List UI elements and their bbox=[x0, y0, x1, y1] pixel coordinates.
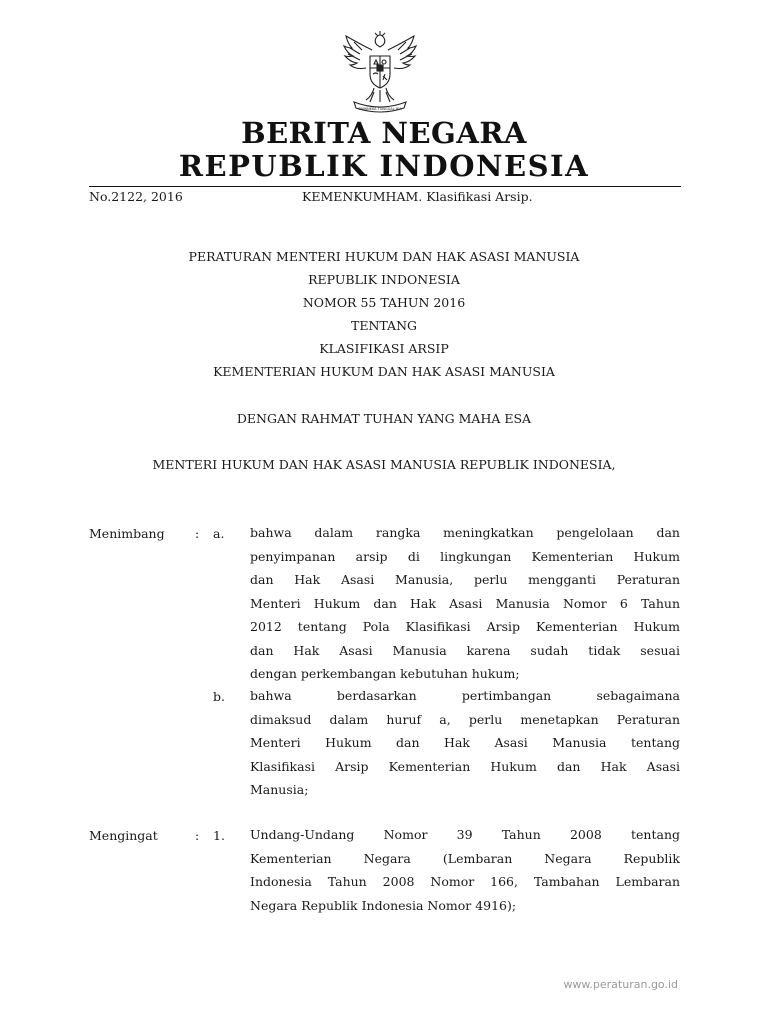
mengingat-item-marker: 1. bbox=[213, 828, 225, 843]
gazette-number: No.2122, 2016 bbox=[89, 189, 183, 204]
mengingat-colon: : bbox=[195, 828, 200, 843]
text-line: dan Hak Asasi Manusia, perlu mengganti Peraturan bbox=[250, 572, 680, 587]
text-line: penyimpanan arsip di lingkungan Kementerian Hukum bbox=[250, 548, 680, 564]
text-line: bahwa berdasarkan pertimbangan sebagaimana bbox=[250, 688, 680, 703]
masthead-title-line2: REPUBLIK INDONESIA bbox=[178, 149, 590, 183]
text-line: dimaksud dalam huruf a, perlu menetapkan Peraturan bbox=[250, 711, 680, 727]
garuda-emblem-icon bbox=[332, 26, 428, 122]
text-line: Menteri Hukum dan Hak Asasi Manusia tentang bbox=[250, 735, 680, 750]
menimbang-item-a bbox=[250, 521, 680, 686]
regulation-title-line: REPUBLIK INDONESIA bbox=[308, 272, 460, 287]
footer-url: www.peraturan.go.id bbox=[563, 978, 678, 991]
text-line: Negara Republik Indonesia Nomor 4916); bbox=[250, 897, 517, 913]
regulation-title-line: PERATURAN MENTERI HUKUM DAN HAK ASASI MANUSIA bbox=[188, 249, 580, 264]
mengingat-item-1 bbox=[250, 823, 680, 917]
preamble: DENGAN RAHMAT TUHAN YANG MAHA ESA bbox=[236, 411, 532, 426]
menimbang-item-marker: b. bbox=[213, 689, 225, 704]
regulation-title-line: TENTANG bbox=[350, 318, 417, 333]
mengingat-label: Mengingat bbox=[89, 828, 158, 843]
text-line: Klasifikasi Arsip Kementerian Hukum dan Hak Asasi bbox=[250, 758, 680, 774]
text-line: Undang-Undang Nomor 39 Tahun 2008 tentang bbox=[250, 827, 680, 842]
emblem-motto: BHINNEKA TUNGGAL IKA bbox=[358, 107, 402, 111]
regulation-title-line: KEMENTERIAN HUKUM DAN HAK ASASI MANUSIA bbox=[213, 364, 555, 379]
masthead-divider bbox=[89, 186, 681, 187]
enacting-authority: MENTERI HUKUM DAN HAK ASASI MANUSIA REPUBLIK INDONESIA, bbox=[152, 457, 616, 472]
text-line: dengan perkembangan kebutuhan hukum; bbox=[250, 666, 520, 681]
regulation-title-line: KLASIFIKASI ARSIP bbox=[319, 341, 449, 356]
regulation-title-line: NOMOR 55 TAHUN 2016 bbox=[302, 295, 466, 310]
text-line: Manusia; bbox=[250, 782, 309, 797]
text-line: 2012 tentang Pola Klasifikasi Arsip Kementerian Hukum bbox=[250, 619, 680, 634]
text-line: Indonesia Tahun 2008 Nomor 166, Tambahan Lembaran bbox=[250, 874, 680, 889]
menimbang-item-marker: a. bbox=[213, 526, 225, 541]
text-line: Kementerian Negara (Lembaran Negara Republik bbox=[250, 850, 680, 866]
menimbang-label: Menimbang bbox=[89, 526, 165, 541]
menimbang-item-b bbox=[250, 684, 680, 802]
gazette-institution: KEMENKUMHAM. Klasifikasi Arsip. bbox=[302, 189, 533, 204]
text-line: bahwa dalam rangka meningkatkan pengelolaan dan bbox=[250, 525, 680, 540]
masthead-title-line1: BERITA NEGARA bbox=[241, 116, 527, 150]
menimbang-colon: : bbox=[195, 526, 200, 541]
text-line: dan Hak Asasi Manusia karena sudah tidak sesuai bbox=[250, 642, 680, 658]
text-line: Menteri Hukum dan Hak Asasi Manusia Nomor 6 Tahun bbox=[250, 595, 680, 611]
